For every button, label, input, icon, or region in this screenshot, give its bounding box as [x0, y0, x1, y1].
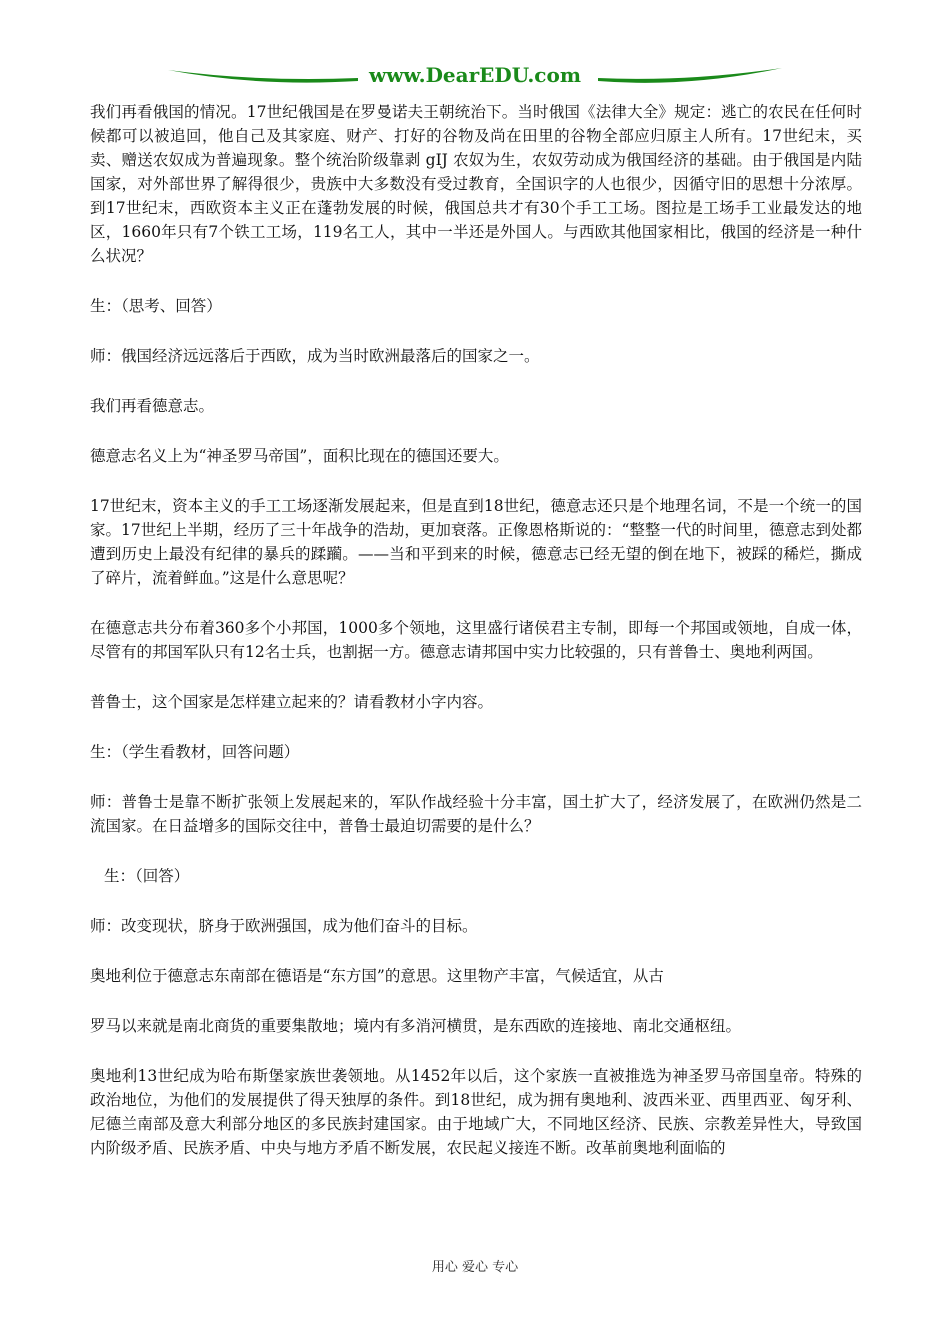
- paragraph-austria-location: 奥地利位于德意志东南部在德语是“东方国”的意思。这里物产丰富，气候适宜，从古: [90, 967, 664, 985]
- paragraph-austria-habsburg: 奥地利13世纪成为哈布斯堡家族世袭领地。从1452年以后，这个家族一直被推选为神圣罗马帝国皇帝。特殊的政治地位，为他们的发展提供了得天独厚的条件。到18世纪，成为拥有奥地利、波西米亚、西里西亚、匈牙利、尼德兰南部及意大利部分地区的多民族封建国家。由于地域广大，不同地区经济、民族、宗教差异性大，导致国内阶级矛盾、民族矛盾、中央与地方矛盾不断发展，农民起义接连不断。改革前奥地利面临的: [90, 1067, 862, 1157]
- paragraph-germany-17c: 17世纪末，资本主义的手工工场逐渐发展起来，但是直到18世纪，德意志还只是个地理名词，不是一个统一的国家。17世纪上半期，经历了三十年战争的浩劫，更加衰落。正像恩格斯说的：“整整一代的时间里，德意志到处都遭到历史上最没有纪律的暴兵的蹂躏。——当和平到来的时候，德意志已经无望的倒在地下，被踩的稀烂，撕成了碎片，流着鲜血。”这是什么意思呢？: [90, 497, 862, 587]
- site-logo: [168, 60, 782, 90]
- paragraph-germany-intro: 我们再看德意志。: [90, 397, 215, 415]
- paragraph-teacher-goal: 师：改变现状，脐身于欧洲强国，成为他们奋斗的目标。: [90, 917, 478, 935]
- page-footer: 用心 爱心 专心: [431, 1260, 519, 1275]
- document-body: [90, 100, 862, 1186]
- logo-text: www.DearEDU.com: [368, 63, 582, 87]
- paragraph-austria-trade: 罗马以来就是南北商货的重要集散地；境内有多消河横贯，是东西欧的连接地、南北交通枢纽。: [90, 1017, 742, 1035]
- paragraph-student-think: 生：（思考、回答）: [90, 297, 222, 315]
- logo-swoosh-right: [598, 68, 782, 83]
- paragraph-prussia-question: 普鲁士，这个国家是怎样建立起来的？请看教材小字内容。: [90, 693, 494, 711]
- paragraph-student-answer: 生：（回答）: [104, 867, 190, 885]
- logo-swoosh-left: [168, 70, 358, 83]
- paragraph-teacher-prussia: 师：普鲁士是靠不断扩张领上发展起来的，军队作战经验十分丰富，国土扩大了，经济发展了，在欧洲仍然是二流国家。在日益增多的国际交往中，普鲁士最迫切需要的是什么？: [90, 793, 862, 835]
- paragraph-student-read: 生：（学生看教材，回答问题）: [90, 743, 300, 761]
- paragraph-german-states: 在德意志共分布着360多个小邦国，1000多个领地，这里盛行诸侯君主专制，即每一个邦国或领地，自成一体，尽管有的邦国军队只有12名士兵，也割据一方。德意志请邦国中实力比较强的，只有普鲁士、奥地利两国。: [90, 619, 862, 661]
- paragraph-teacher-russia: 师：俄国经济远远落后于西欧，成为当时欧洲最落后的国家之一。: [90, 347, 540, 365]
- paragraph-holy-roman-empire: 德意志名义上为“神圣罗马帝国”，面积比现在的德国还要大。: [90, 447, 509, 465]
- paragraph-russia-intro: 我们再看俄国的情况。17世纪俄国是在罗曼诺夫王朝统治下。当时俄国《法律大全》规定：逃亡的农民在任何时候都可以被追回，他自己及其家庭、财产、打好的谷物及尚在田里的谷物全部应归原主人所有。17世纪末，买卖、赠送农奴成为普遍现象。整个统治阶级靠剥 gIJ 农奴为生，农奴劳动成为俄国经济的基础。由于俄国是内陆国家，对外部世界了解得很少，贵族中大多数没有受过教育，全国识字的人也很少，因循守旧的思想十分浓厚。到17世纪末，西欧资本主义正在蓬勃发展的时候，俄国总共才有30个手工工场。图拉是工场手工业最发达的地区，1660年只有7个铁工工场，119名工人，其中一半还是外国人。与西欧其他国家相比，俄国的经济是一种什么状况？: [90, 103, 862, 265]
- page-header: [168, 60, 782, 90]
